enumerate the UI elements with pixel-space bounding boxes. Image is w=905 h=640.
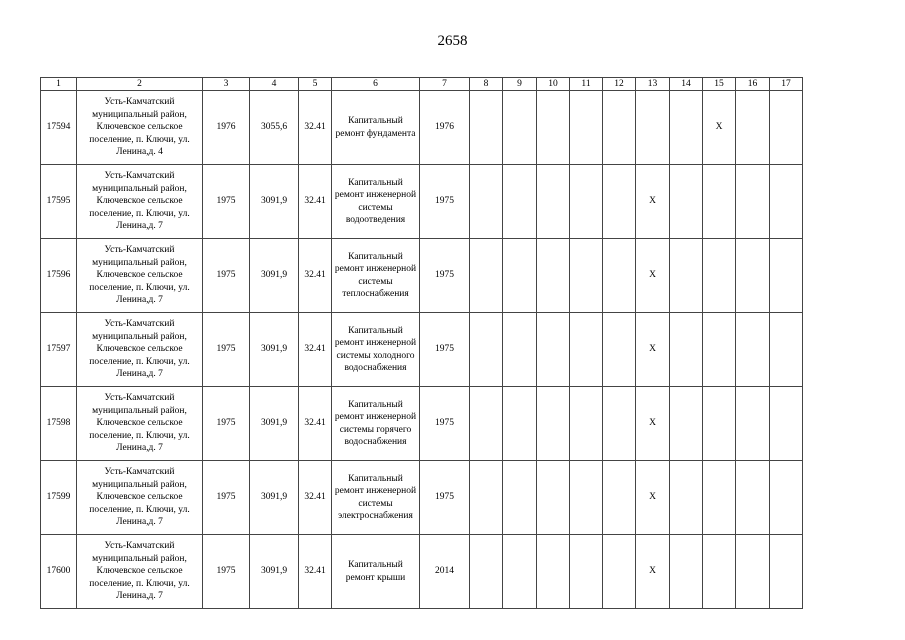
empty-cell	[537, 387, 570, 461]
empty-cell	[736, 387, 770, 461]
header-cell-3: 3	[203, 78, 250, 91]
table-row	[41, 461, 803, 535]
area-cell: 3091,9	[250, 387, 299, 461]
code-cell: 32.41	[299, 91, 332, 165]
area-cell: 3055,6	[250, 91, 299, 165]
area-cell: 3091,9	[250, 313, 299, 387]
empty-cell	[503, 461, 537, 535]
empty-cell	[470, 165, 503, 239]
empty-cell	[703, 461, 736, 535]
plan-year-cell: 2014	[420, 535, 470, 609]
row-id-cell: 17597	[41, 313, 77, 387]
empty-cell	[770, 91, 803, 165]
empty-cell	[570, 535, 603, 609]
empty-cell	[570, 165, 603, 239]
plan-year-cell: 1975	[420, 387, 470, 461]
empty-cell	[670, 91, 703, 165]
code-cell: 32.41	[299, 313, 332, 387]
table-row	[41, 535, 803, 609]
code-cell: 32.41	[299, 535, 332, 609]
empty-cell	[503, 313, 537, 387]
empty-cell	[470, 239, 503, 313]
header-cell-13: 13	[636, 78, 670, 91]
empty-cell	[603, 461, 636, 535]
empty-cell	[603, 91, 636, 165]
work-type-cell: Капитальный ремонт крыши	[332, 535, 420, 609]
header-cell-2: 2	[77, 78, 203, 91]
area-cell: 3091,9	[250, 165, 299, 239]
year-built-cell: 1975	[203, 535, 250, 609]
empty-cell	[703, 535, 736, 609]
repair-plan-table	[40, 77, 803, 609]
mark-cell: Х	[636, 239, 670, 313]
header-cell-14: 14	[670, 78, 703, 91]
empty-cell	[703, 165, 736, 239]
plan-year-cell: 1975	[420, 239, 470, 313]
row-id-cell: 17599	[41, 461, 77, 535]
empty-cell	[736, 239, 770, 313]
empty-cell	[470, 387, 503, 461]
empty-cell	[570, 313, 603, 387]
area-cell: 3091,9	[250, 239, 299, 313]
empty-cell	[770, 239, 803, 313]
empty-cell	[670, 313, 703, 387]
header-cell-6: 6	[332, 78, 420, 91]
year-built-cell: 1975	[203, 239, 250, 313]
empty-cell	[470, 461, 503, 535]
address-cell: Усть-Камчатский муниципальный район, Ключевское сельское поселение, п. Ключи, ул. Ленина,д. 7	[77, 239, 203, 313]
empty-cell	[603, 239, 636, 313]
table-row	[41, 313, 803, 387]
header-cell-7: 7	[420, 78, 470, 91]
empty-cell	[703, 313, 736, 387]
empty-cell	[603, 165, 636, 239]
header-cell-10: 10	[537, 78, 570, 91]
code-cell: 32.41	[299, 461, 332, 535]
empty-cell	[670, 387, 703, 461]
empty-cell	[570, 387, 603, 461]
work-type-cell: Капитальный ремонт инженерной системы горячего водоснабжения	[332, 387, 420, 461]
empty-cell	[770, 387, 803, 461]
mark-cell: Х	[636, 461, 670, 535]
header-cell-5: 5	[299, 78, 332, 91]
work-type-cell: Капитальный ремонт инженерной системы холодного водоснабжения	[332, 313, 420, 387]
code-cell: 32.41	[299, 165, 332, 239]
header-cell-11: 11	[570, 78, 603, 91]
empty-cell	[503, 535, 537, 609]
row-id-cell: 17595	[41, 165, 77, 239]
code-cell: 32.41	[299, 239, 332, 313]
header-cell-1: 1	[41, 78, 77, 91]
empty-cell	[537, 313, 570, 387]
empty-cell	[570, 461, 603, 535]
year-built-cell: 1975	[203, 387, 250, 461]
empty-cell	[703, 239, 736, 313]
area-cell: 3091,9	[250, 535, 299, 609]
year-built-cell: 1975	[203, 313, 250, 387]
empty-cell	[670, 535, 703, 609]
empty-cell	[770, 461, 803, 535]
empty-cell	[537, 165, 570, 239]
header-cell-15: 15	[703, 78, 736, 91]
header-cell-9: 9	[503, 78, 537, 91]
year-built-cell: 1976	[203, 91, 250, 165]
plan-year-cell: 1975	[420, 165, 470, 239]
empty-cell	[570, 239, 603, 313]
empty-cell	[603, 535, 636, 609]
header-cell-4: 4	[250, 78, 299, 91]
empty-cell	[736, 461, 770, 535]
page-number: 2658	[437, 33, 468, 49]
row-id-cell: 17594	[41, 91, 77, 165]
address-cell: Усть-Камчатский муниципальный район, Ключевское сельское поселение, п. Ключи, ул. Ленина,д. 7	[77, 313, 203, 387]
header-row	[41, 78, 803, 91]
mark-cell: Х	[636, 165, 670, 239]
empty-cell	[537, 535, 570, 609]
empty-cell	[503, 239, 537, 313]
address-cell: Усть-Камчатский муниципальный район, Ключевское сельское поселение, п. Ключи, ул. Ленина,д. 7	[77, 461, 203, 535]
empty-cell	[537, 239, 570, 313]
empty-cell	[603, 313, 636, 387]
mark-cell: Х	[636, 535, 670, 609]
empty-cell	[736, 313, 770, 387]
empty-cell	[503, 165, 537, 239]
row-id-cell: 17596	[41, 239, 77, 313]
empty-cell	[470, 535, 503, 609]
table-row	[41, 91, 803, 165]
address-cell: Усть-Камчатский муниципальный район, Ключевское сельское поселение, п. Ключи, ул. Ленина,д. 7	[77, 387, 203, 461]
header-cell-8: 8	[470, 78, 503, 91]
empty-cell	[603, 387, 636, 461]
empty-cell	[503, 91, 537, 165]
address-cell: Усть-Камчатский муниципальный район, Ключевское сельское поселение, п. Ключи, ул. Ленина,д. 4	[77, 91, 203, 165]
year-built-cell: 1975	[203, 165, 250, 239]
empty-cell	[770, 165, 803, 239]
work-type-cell: Капитальный ремонт инженерной системы электроснабжения	[332, 461, 420, 535]
empty-cell	[537, 91, 570, 165]
empty-cell	[537, 461, 570, 535]
address-cell: Усть-Камчатский муниципальный район, Ключевское сельское поселение, п. Ключи, ул. Ленина,д. 7	[77, 165, 203, 239]
empty-cell	[736, 165, 770, 239]
plan-year-cell: 1975	[420, 461, 470, 535]
empty-cell	[736, 535, 770, 609]
empty-cell	[636, 91, 670, 165]
empty-cell	[470, 91, 503, 165]
empty-cell	[570, 91, 603, 165]
row-id-cell: 17598	[41, 387, 77, 461]
year-built-cell: 1975	[203, 461, 250, 535]
row-id-cell: 17600	[41, 535, 77, 609]
mark-cell: Х	[703, 91, 736, 165]
mark-cell: Х	[636, 387, 670, 461]
work-type-cell: Капитальный ремонт инженерной системы водоотведения	[332, 165, 420, 239]
area-cell: 3091,9	[250, 461, 299, 535]
empty-cell	[670, 165, 703, 239]
empty-cell	[670, 239, 703, 313]
address-cell: Усть-Камчатский муниципальный район, Ключевское сельское поселение, п. Ключи, ул. Ленина,д. 7	[77, 535, 203, 609]
empty-cell	[503, 387, 537, 461]
plan-year-cell: 1975	[420, 313, 470, 387]
code-cell: 32.41	[299, 387, 332, 461]
table-row	[41, 165, 803, 239]
table-row	[41, 387, 803, 461]
empty-cell	[736, 91, 770, 165]
empty-cell	[670, 461, 703, 535]
empty-cell	[470, 313, 503, 387]
empty-cell	[770, 313, 803, 387]
empty-cell	[703, 387, 736, 461]
work-type-cell: Капитальный ремонт фундамента	[332, 91, 420, 165]
header-cell-17: 17	[770, 78, 803, 91]
plan-year-cell: 1976	[420, 91, 470, 165]
header-cell-12: 12	[603, 78, 636, 91]
work-type-cell: Капитальный ремонт инженерной системы теплоснабжения	[332, 239, 420, 313]
empty-cell	[770, 535, 803, 609]
mark-cell: Х	[636, 313, 670, 387]
table-row	[41, 239, 803, 313]
header-cell-16: 16	[736, 78, 770, 91]
